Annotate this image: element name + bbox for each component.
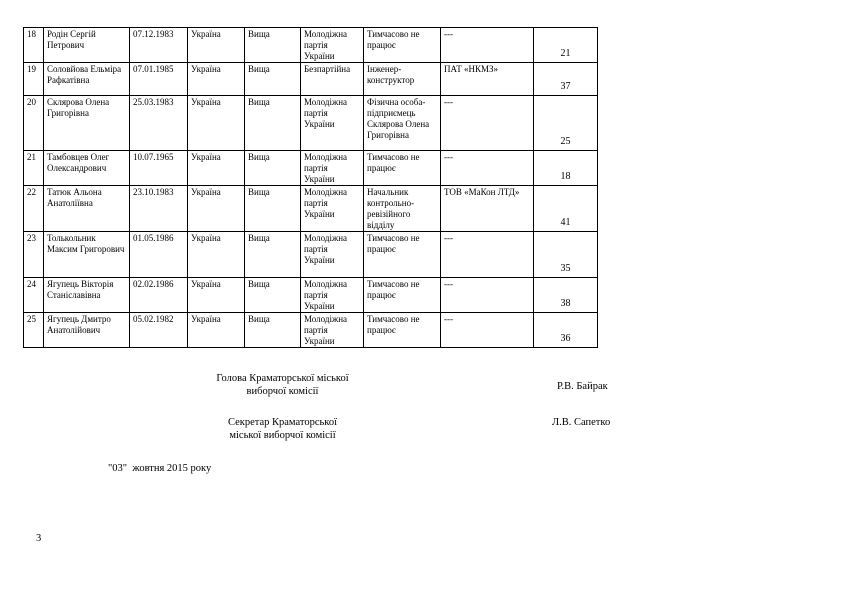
party-cell: Безпартійна bbox=[301, 63, 364, 96]
candidate-name-cell: Ягупець Вікторія Станіславівна bbox=[44, 278, 130, 313]
birth-date-cell: 01.05.1986 bbox=[130, 232, 188, 278]
position-cell: Фізична особа-підприємець Склярова Олена Григорівна bbox=[364, 96, 441, 151]
candidate-name-cell: Склярова Олена Григорівна bbox=[44, 96, 130, 151]
secretary-title bbox=[190, 416, 375, 442]
birth-date-cell: 23.10.1983 bbox=[130, 186, 188, 232]
row-number-cell: 18 bbox=[24, 28, 44, 63]
education-cell: Вища bbox=[245, 151, 301, 186]
table-row bbox=[24, 96, 598, 151]
row-number-cell: 22 bbox=[24, 186, 44, 232]
candidate-name-cell: Толькольник Максим Григорович bbox=[44, 232, 130, 278]
workplace-cell: ТОВ «МаКон ЛТД» bbox=[441, 186, 534, 232]
row-number-cell: 25 bbox=[24, 313, 44, 348]
party-cell: Молодіжна партія України bbox=[301, 96, 364, 151]
position-cell: Тимчасово не працює bbox=[364, 278, 441, 313]
page-number: 3 bbox=[36, 533, 42, 544]
party-cell: Молодіжна партія України bbox=[301, 232, 364, 278]
citizenship-cell: Україна bbox=[188, 278, 245, 313]
candidates-table bbox=[23, 27, 598, 348]
head-title-line1: Голова Краматорської міської bbox=[216, 373, 349, 384]
education-cell: Вища bbox=[245, 96, 301, 151]
table-row bbox=[24, 313, 598, 348]
table-row bbox=[24, 278, 598, 313]
citizenship-cell: Україна bbox=[188, 28, 245, 63]
number-cell: 38 bbox=[534, 278, 598, 313]
candidate-name-cell: Татюк Альона Анатоліївна bbox=[44, 186, 130, 232]
table-row bbox=[24, 186, 598, 232]
number-cell: 21 bbox=[534, 28, 598, 63]
party-cell: Молодіжна партія України bbox=[301, 151, 364, 186]
citizenship-cell: Україна bbox=[188, 313, 245, 348]
secretary-name: Л.В. Сапетко bbox=[552, 417, 611, 428]
candidate-name-cell: Соловйова Ельміра Рафкатівна bbox=[44, 63, 130, 96]
party-cell: Молодіжна партія України bbox=[301, 278, 364, 313]
position-cell: Інженер-конструктор bbox=[364, 63, 441, 96]
document-date: "03" жовтня 2015 року bbox=[108, 463, 212, 474]
citizenship-cell: Україна bbox=[188, 96, 245, 151]
secretary-title-line2: міської виборчої комісії bbox=[229, 430, 336, 441]
number-cell: 25 bbox=[534, 96, 598, 151]
number-cell: 41 bbox=[534, 186, 598, 232]
table-row bbox=[24, 151, 598, 186]
party-cell: Молодіжна партія України bbox=[301, 313, 364, 348]
row-number-cell: 20 bbox=[24, 96, 44, 151]
position-cell: Тимчасово не працює bbox=[364, 28, 441, 63]
education-cell: Вища bbox=[245, 313, 301, 348]
table-row bbox=[24, 232, 598, 278]
number-cell: 18 bbox=[534, 151, 598, 186]
position-cell: Тимчасово не працює bbox=[364, 232, 441, 278]
workplace-cell: --- bbox=[441, 151, 534, 186]
table-row bbox=[24, 63, 598, 96]
citizenship-cell: Україна bbox=[188, 151, 245, 186]
table-row bbox=[24, 28, 598, 63]
party-cell: Молодіжна партія України bbox=[301, 186, 364, 232]
number-cell: 37 bbox=[534, 63, 598, 96]
birth-date-cell: 05.02.1982 bbox=[130, 313, 188, 348]
education-cell: Вища bbox=[245, 186, 301, 232]
birth-date-cell: 25.03.1983 bbox=[130, 96, 188, 151]
citizenship-cell: Україна bbox=[188, 232, 245, 278]
birth-date-cell: 02.02.1986 bbox=[130, 278, 188, 313]
workplace-cell: --- bbox=[441, 313, 534, 348]
row-number-cell: 23 bbox=[24, 232, 44, 278]
party-cell: Молодіжна партія України bbox=[301, 28, 364, 63]
position-cell: Тимчасово не працює bbox=[364, 313, 441, 348]
candidate-name-cell: Ягупець Дмитро Анатолійович bbox=[44, 313, 130, 348]
education-cell: Вища bbox=[245, 28, 301, 63]
head-title bbox=[190, 372, 375, 398]
education-cell: Вища bbox=[245, 278, 301, 313]
position-cell: Тимчасово не працює bbox=[364, 151, 441, 186]
workplace-cell: --- bbox=[441, 28, 534, 63]
workplace-cell: --- bbox=[441, 96, 534, 151]
birth-date-cell: 10.07.1965 bbox=[130, 151, 188, 186]
candidate-name-cell: Тамбовцев Олег Олександрович bbox=[44, 151, 130, 186]
position-cell: Начальник контрольно-ревізійного відділу bbox=[364, 186, 441, 232]
head-name: Р.В. Байрак bbox=[557, 381, 608, 392]
citizenship-cell: Україна bbox=[188, 63, 245, 96]
workplace-cell: ПАТ «НКМЗ» bbox=[441, 63, 534, 96]
row-number-cell: 19 bbox=[24, 63, 44, 96]
secretary-title-line1: Секретар Краматорської bbox=[227, 417, 338, 428]
candidate-name-cell: Родін Сергій Петрович bbox=[44, 28, 130, 63]
birth-date-cell: 07.12.1983 bbox=[130, 28, 188, 63]
number-cell: 36 bbox=[534, 313, 598, 348]
birth-date-cell: 07.01.1985 bbox=[130, 63, 188, 96]
number-cell: 35 bbox=[534, 232, 598, 278]
citizenship-cell: Україна bbox=[188, 186, 245, 232]
row-number-cell: 24 bbox=[24, 278, 44, 313]
workplace-cell: --- bbox=[441, 278, 534, 313]
education-cell: Вища bbox=[245, 232, 301, 278]
row-number-cell: 21 bbox=[24, 151, 44, 186]
education-cell: Вища bbox=[245, 63, 301, 96]
head-title-line2: виборчої комісії bbox=[246, 386, 319, 397]
workplace-cell: --- bbox=[441, 232, 534, 278]
